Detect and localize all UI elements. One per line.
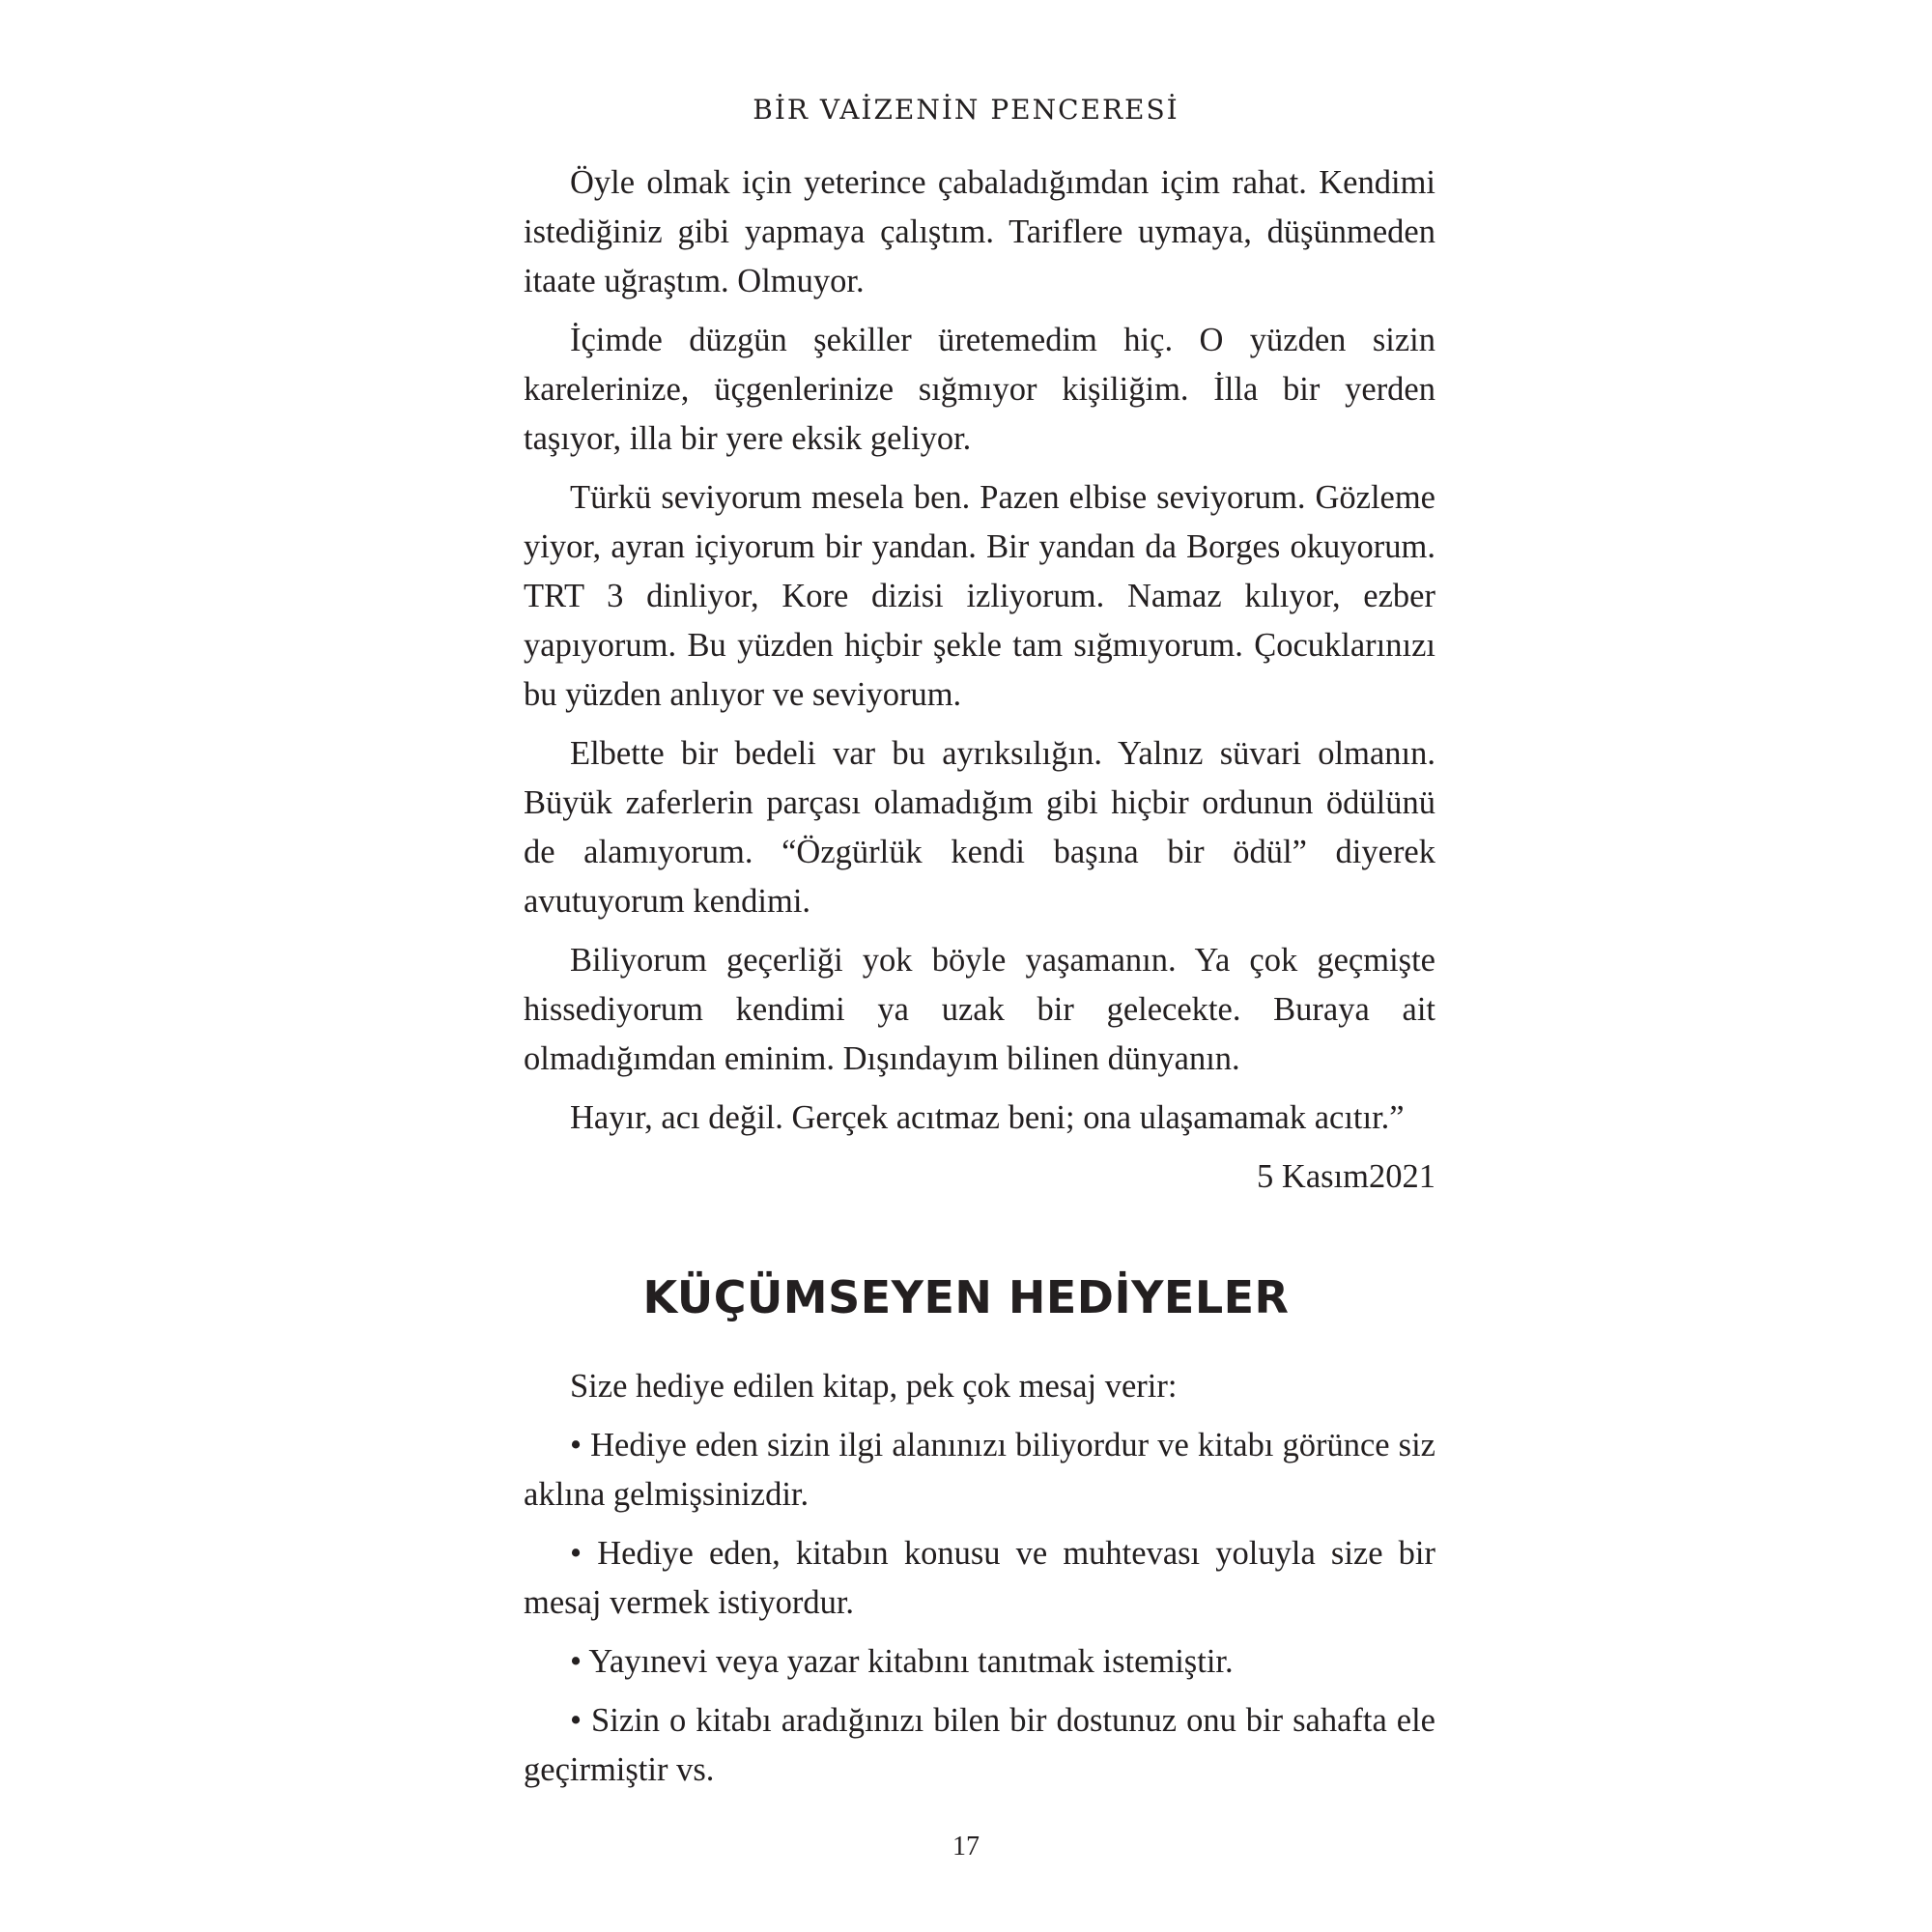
paragraph: Elbette bir bedeli var bu ayrıksılığın. Yalnız süvari olmanın. Büyük zaferlerin parçası olamadığım gibi hiçbir ordunun ödülünü de alamıyorum. “Özgürlük kendi başına bir ödül” diyerek avutuyorum kendimi. [524, 735, 1435, 920]
previous-section-text [524, 158, 1435, 1211]
bullet-item: • Sizin o kitabı aradığınızı bilen bir dostunuz onu bir sahafta ele geçirmiştir vs. [524, 1702, 1435, 1788]
bullet-item: • Hediye eden, kitabın konusu ve muhtevası yoluyla size bir mesaj vermek istiyordur. [524, 1535, 1435, 1621]
paragraph: İçimde düzgün şekiller üretemedim hiç. O yüzden sizin karelerinize, üçgenlerinize sığmıyor kişiliğim. İlla bir yerden taşıyor, illa bir yere eksik geliyor. [524, 322, 1435, 457]
date-line: 5 Kasım2021 [1257, 1158, 1435, 1195]
paragraph: Türkü seviyorum mesela ben. Pazen elbise seviyorum. Gözleme yiyor, ayran içiyorum bir yandan. Bir yandan da Borges okuyorum. TRT 3 dinliyor, Kore dizisi izliyorum. Namaz kılıyor, ezber yapıyorum. Bu yüzden hiçbir şekle tam sığmıyorum. Çocuklarınızı bu yüzden anlıyor ve seviyorum. [524, 479, 1435, 713]
bullet-item: • Hediye eden sizin ilgi alanınızı biliyordur ve kitabı görünce siz aklına gelmişsinizdir. [524, 1427, 1435, 1513]
paragraph: Öyle olmak için yeterince çabaladığımdan içim rahat. Kendimi istediğiniz gibi yapmaya çalıştım. Tariflere uymaya, düşünmeden itaate uğraştım. Olmuyor. [524, 164, 1435, 299]
running-header: BİR VAİZENİN PENCERESİ [753, 94, 1179, 126]
paragraph: Biliyorum geçerliği yok böyle yaşamanın. Ya çok geçmişte hissediyorum kendimi ya uzak bir gelecekte. Buraya ait olmadığımdan eminim. Dışındayım bilinen dünyanın. [524, 942, 1435, 1077]
bullet-item: • Yayınevi veya yazar kitabını tanıtmak istemiştir. [570, 1643, 1234, 1680]
section-title: KÜÇÜMSEYEN HEDİYELER [642, 1271, 1290, 1323]
page-number: 17 [952, 1832, 980, 1861]
section-body [524, 1362, 1435, 1804]
intro-paragraph: Size hediye edilen kitap, pek çok mesaj verir: [570, 1368, 1178, 1405]
paragraph: Hayır, acı değil. Gerçek acıtmaz beni; ona ulaşamamak acıtır.” [570, 1099, 1405, 1136]
